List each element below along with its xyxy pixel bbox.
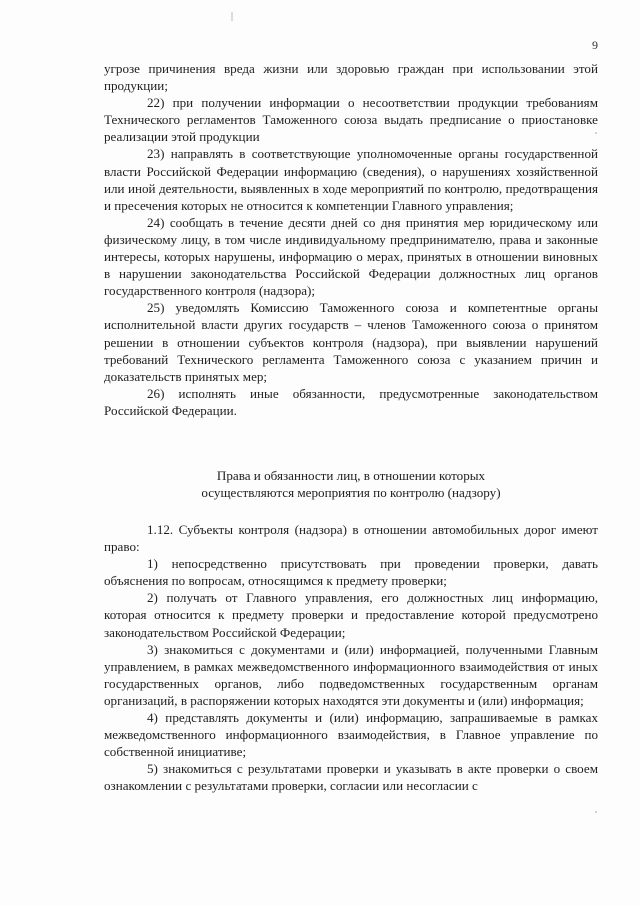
paragraph-item-22: 22) при получении информации о несоответствии продукции требованиям Технического регламентов Таможенного союза выдать предписание о приостановке реализации этой продукции: [104, 95, 598, 145]
scan-speck: [595, 811, 597, 813]
paragraph-continuation: угрозе причинения вреда жизни или здоровью граждан при использовании этой продукции;: [104, 61, 598, 94]
paragraph-right-2: 2) получать от Главного управления, его должностных лиц информацию, которая относится к предмету проверки и предоставление которой предусмотрено законодательством Российской Федерации;: [104, 590, 598, 640]
paragraph-right-4: 4) представлять документы и (или) информацию, запрашиваемые в рамках межведомственного информационного взаимодействия, в Главное управление по собственной инициативе;: [104, 710, 598, 760]
paragraph-right-3: 3) знакомиться с документами и (или) информацией, полученными Главным управлением, в рамках межведомственного информационного взаимодействия от иных государственных органов, либо подведомственных государственным органам организаций, в распоряжении которых находятся эти документы и (или) информация;: [104, 641, 598, 708]
body-text-bottom: [104, 521, 598, 795]
paragraph-item-23: 23) направлять в соответствующие уполномоченные органы государственной власти Российской Федерации информацию (сведения), о нарушениях хозяйственной или иной деятельности, выявленных в ходе мероприятий по контролю, предотвращения и пресечения которых не относится к компетенции Главного управления;: [104, 146, 598, 213]
page-number: 9: [592, 38, 598, 52]
paragraph-item-24: 24) сообщать в течение десяти дней со дня принятия мер юридическому или физическому лицу, в том числе индивидуальному предпринимателю, права и законные интересы, которых нарушены, информацию о мерах, принятых в отношении виновных в нарушении законодательства Российской Федерации должностных лиц органов государственного контроля (надзора);: [104, 214, 598, 299]
section-heading-line-1: Права и обязанности лиц, в отношении которых: [216, 468, 486, 483]
paragraph-right-1: 1) непосредственно присутствовать при проведении проверки, давать объяснения по вопросам, относящимся к предмету проверки;: [104, 556, 598, 589]
body-text-top: [104, 60, 598, 419]
paragraph-item-25: 25) уведомлять Комиссию Таможенного союза и компетентные органы исполнительной власти других государств – членов Таможенного союза о принятом решении в отношении субъектов контроля (надзора), при выявлении нарушений требований Технического регламента Таможенного союза с указанием причин и доказательств принятых мер;: [104, 300, 598, 384]
section-heading: [104, 467, 598, 501]
paragraph-clause-1-12: 1.12. Субъекты контроля (надзора) в отношении автомобильных дорог имеют право:: [104, 522, 598, 555]
paragraph-right-5: 5) знакомиться с результатами проверки и указывать в акте проверки о своем ознакомлении с результатами проверки, согласии или несогласии с: [104, 761, 598, 794]
paragraph-item-26: 26) исполнять иные обязанности, предусмотренные законодательством Российской Федерации.: [104, 385, 598, 418]
section-heading-line-2: осуществляются мероприятия по контролю (надзору): [201, 485, 501, 500]
